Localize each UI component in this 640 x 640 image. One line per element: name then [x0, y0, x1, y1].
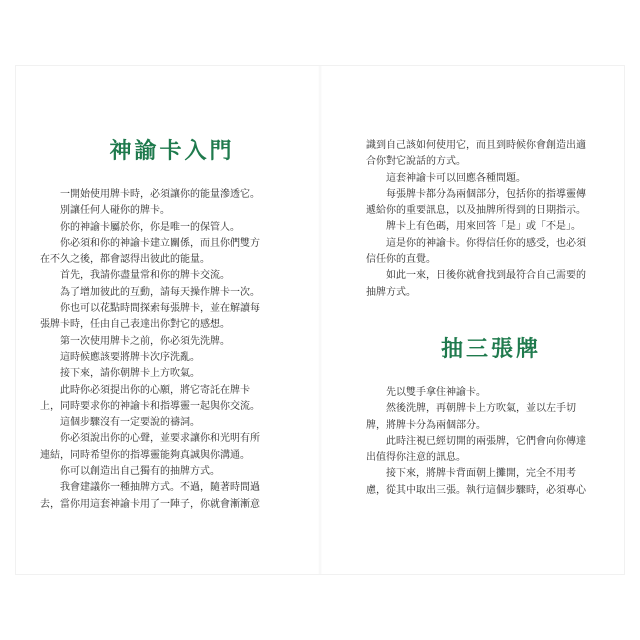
- text-line: 遞給你的重要訊息，以及抽牌所得到的日期指示。: [366, 205, 586, 217]
- text-line: 別讓任何人碰你的牌卡。: [60, 205, 170, 217]
- text-line: 先以雙手拿住神諭卡。: [386, 387, 486, 398]
- text-line: 首先，我請你盡量常和你的牌卡交流。: [60, 270, 230, 282]
- right-page-body-bottom: [366, 385, 606, 499]
- text-line: 抽牌方式。: [366, 286, 416, 298]
- text-line: 你也可以花點時間探索每張牌卡，並在解讀每: [60, 303, 260, 315]
- text-line: 牌卡上有色碼，用來回答「是」或「不是」。: [386, 221, 581, 233]
- text-line: 此時你必須提出你的心願，將它寄託在牌卡: [60, 384, 250, 396]
- text-line: 如此一來，日後你就會找到最符合自己需要的: [386, 270, 586, 282]
- text-line: 一開始使用牌卡時，必須讓你的能量滲透它。: [60, 189, 260, 200]
- text-line: 慮，從其中取出三張。執行這個步驟時，必須專心: [366, 484, 586, 496]
- left-page: [16, 66, 320, 574]
- text-line: 信任你的直覺。: [366, 254, 436, 266]
- text-line: 識到自己該如何使用它，而且到時候你會創造出適: [366, 140, 586, 151]
- text-line: 這時候應該要將牌卡次序洗亂。: [60, 351, 200, 363]
- text-line: 然後洗牌，再朝牌卡上方吹氣，並以左手切: [386, 403, 576, 415]
- text-line: 你的神諭卡屬於你，你是唯一的保管人。: [60, 221, 240, 233]
- text-line: 每張牌卡都分為兩個部分，包括你的指導靈傳: [386, 188, 586, 200]
- text-line: 為了增加彼此的互動，請每天操作牌卡一次。: [60, 286, 260, 298]
- text-line: 你必須和你的神諭卡建立關係，而且你們雙方: [60, 237, 260, 249]
- text-line: 上，同時要求你的神諭卡和指導靈一起與你交流。: [40, 400, 260, 412]
- text-line: 接下來，將牌卡背面朝上攤開，完全不用考: [386, 468, 576, 480]
- text-line: 出值得你注意的訊息。: [366, 452, 466, 464]
- left-page-heading: 神諭卡入門: [109, 139, 235, 164]
- text-line: 連結，同時希望你的指導靈能夠真誠與你溝通。: [40, 449, 250, 461]
- text-line: 接下來，請你朝牌卡上方吹氣。: [60, 368, 200, 380]
- text-line: 你必須說出你的心聲，並要求讓你和光明有所: [60, 433, 260, 445]
- right-page-heading: 抽三張牌: [440, 337, 541, 362]
- text-line: 此時注視已經切開的兩張牌，它們會向你傳達: [386, 435, 586, 447]
- text-line: 你可以創造出自己獨有的抽牌方式。: [60, 466, 220, 478]
- text-line: 第一次使用牌卡之前，你必須先洗牌。: [60, 335, 230, 347]
- right-page: [320, 66, 624, 574]
- text-line: 去，當你用這套神諭卡用了一陣子，你就會漸漸意: [40, 498, 260, 510]
- text-line: 牌，將牌卡分為兩個部分。: [366, 419, 486, 431]
- right-page-body-top: [366, 138, 606, 301]
- book-spread: [16, 66, 624, 574]
- text-line: 合你對它說話的方式。: [366, 156, 466, 168]
- text-line: 這是你的神諭卡。你得信任你的感受，也必須: [386, 237, 586, 249]
- text-line: 這套神諭卡可以回應各種問題。: [386, 172, 526, 184]
- text-line: 這個步驟沒有一定要說的禱詞。: [60, 417, 200, 429]
- left-page-body: [40, 187, 280, 513]
- text-line: 在不久之後，都會認得出彼此的能量。: [40, 254, 210, 266]
- text-line: 張牌卡時，任由自己表達出你對它的感想。: [40, 319, 230, 331]
- text-line: 我會建議你一種抽牌方式。不過，隨著時間過: [60, 482, 260, 494]
